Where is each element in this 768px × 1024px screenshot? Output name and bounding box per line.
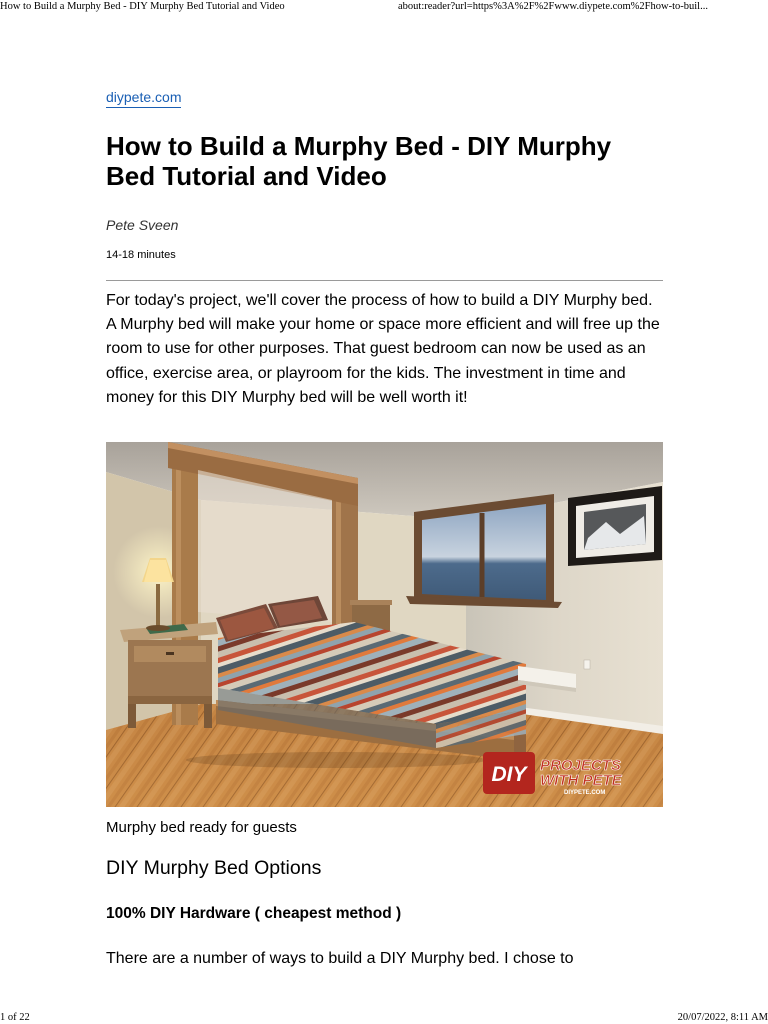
article-title: How to Build a Murphy Bed - DIY Murphy Bed Tutorial and Video <box>106 131 612 191</box>
page-count: 1 of 22 <box>0 1012 30 1023</box>
print-header <box>0 0 768 14</box>
body-paragraph: There are a number of ways to build a DIY Murphy bed. I chose to <box>106 950 574 967</box>
watermark-line-1: PROJECTS <box>540 757 621 774</box>
domain-link[interactable]: diypete.com <box>106 88 181 108</box>
murphy-bed-photo <box>106 442 663 807</box>
print-header-url: about:reader?url=https%3A%2F%2Fwww.diypete.com%2Fhow-to-buil... <box>398 1 708 12</box>
header-divider <box>106 280 663 281</box>
watermark-site: DIYPETE.COM <box>564 790 606 796</box>
image-caption: Murphy bed ready for guests <box>106 819 297 836</box>
print-datetime: 20/07/2022, 8:11 AM <box>677 1012 768 1023</box>
subsection-heading: 100% DIY Hardware ( cheapest method ) <box>106 905 402 922</box>
print-footer <box>0 1011 768 1024</box>
article-author: Pete Sveen <box>106 217 179 233</box>
watermark-badge: DIY <box>491 763 527 786</box>
print-header-title: How to Build a Murphy Bed - DIY Murphy Bed Tutorial and Video <box>0 1 285 12</box>
reading-time: 14-18 minutes <box>106 249 176 261</box>
intro-paragraph: For today's project, we'll cover the process of how to build a DIY Murphy bed. A Murphy bed will make your home or space more efficient and will free up the room to use for other purposes. That guest bedroom can now be used as an office, exercise area, or playroom for the kids. The investment in time and money for this DIY Murphy bed will be well worth it! <box>106 292 660 406</box>
watermark-line-2: WITH PETE <box>540 772 622 789</box>
murphy-bed-illustration <box>106 442 663 807</box>
section-heading: DIY Murphy Bed Options <box>106 857 322 879</box>
